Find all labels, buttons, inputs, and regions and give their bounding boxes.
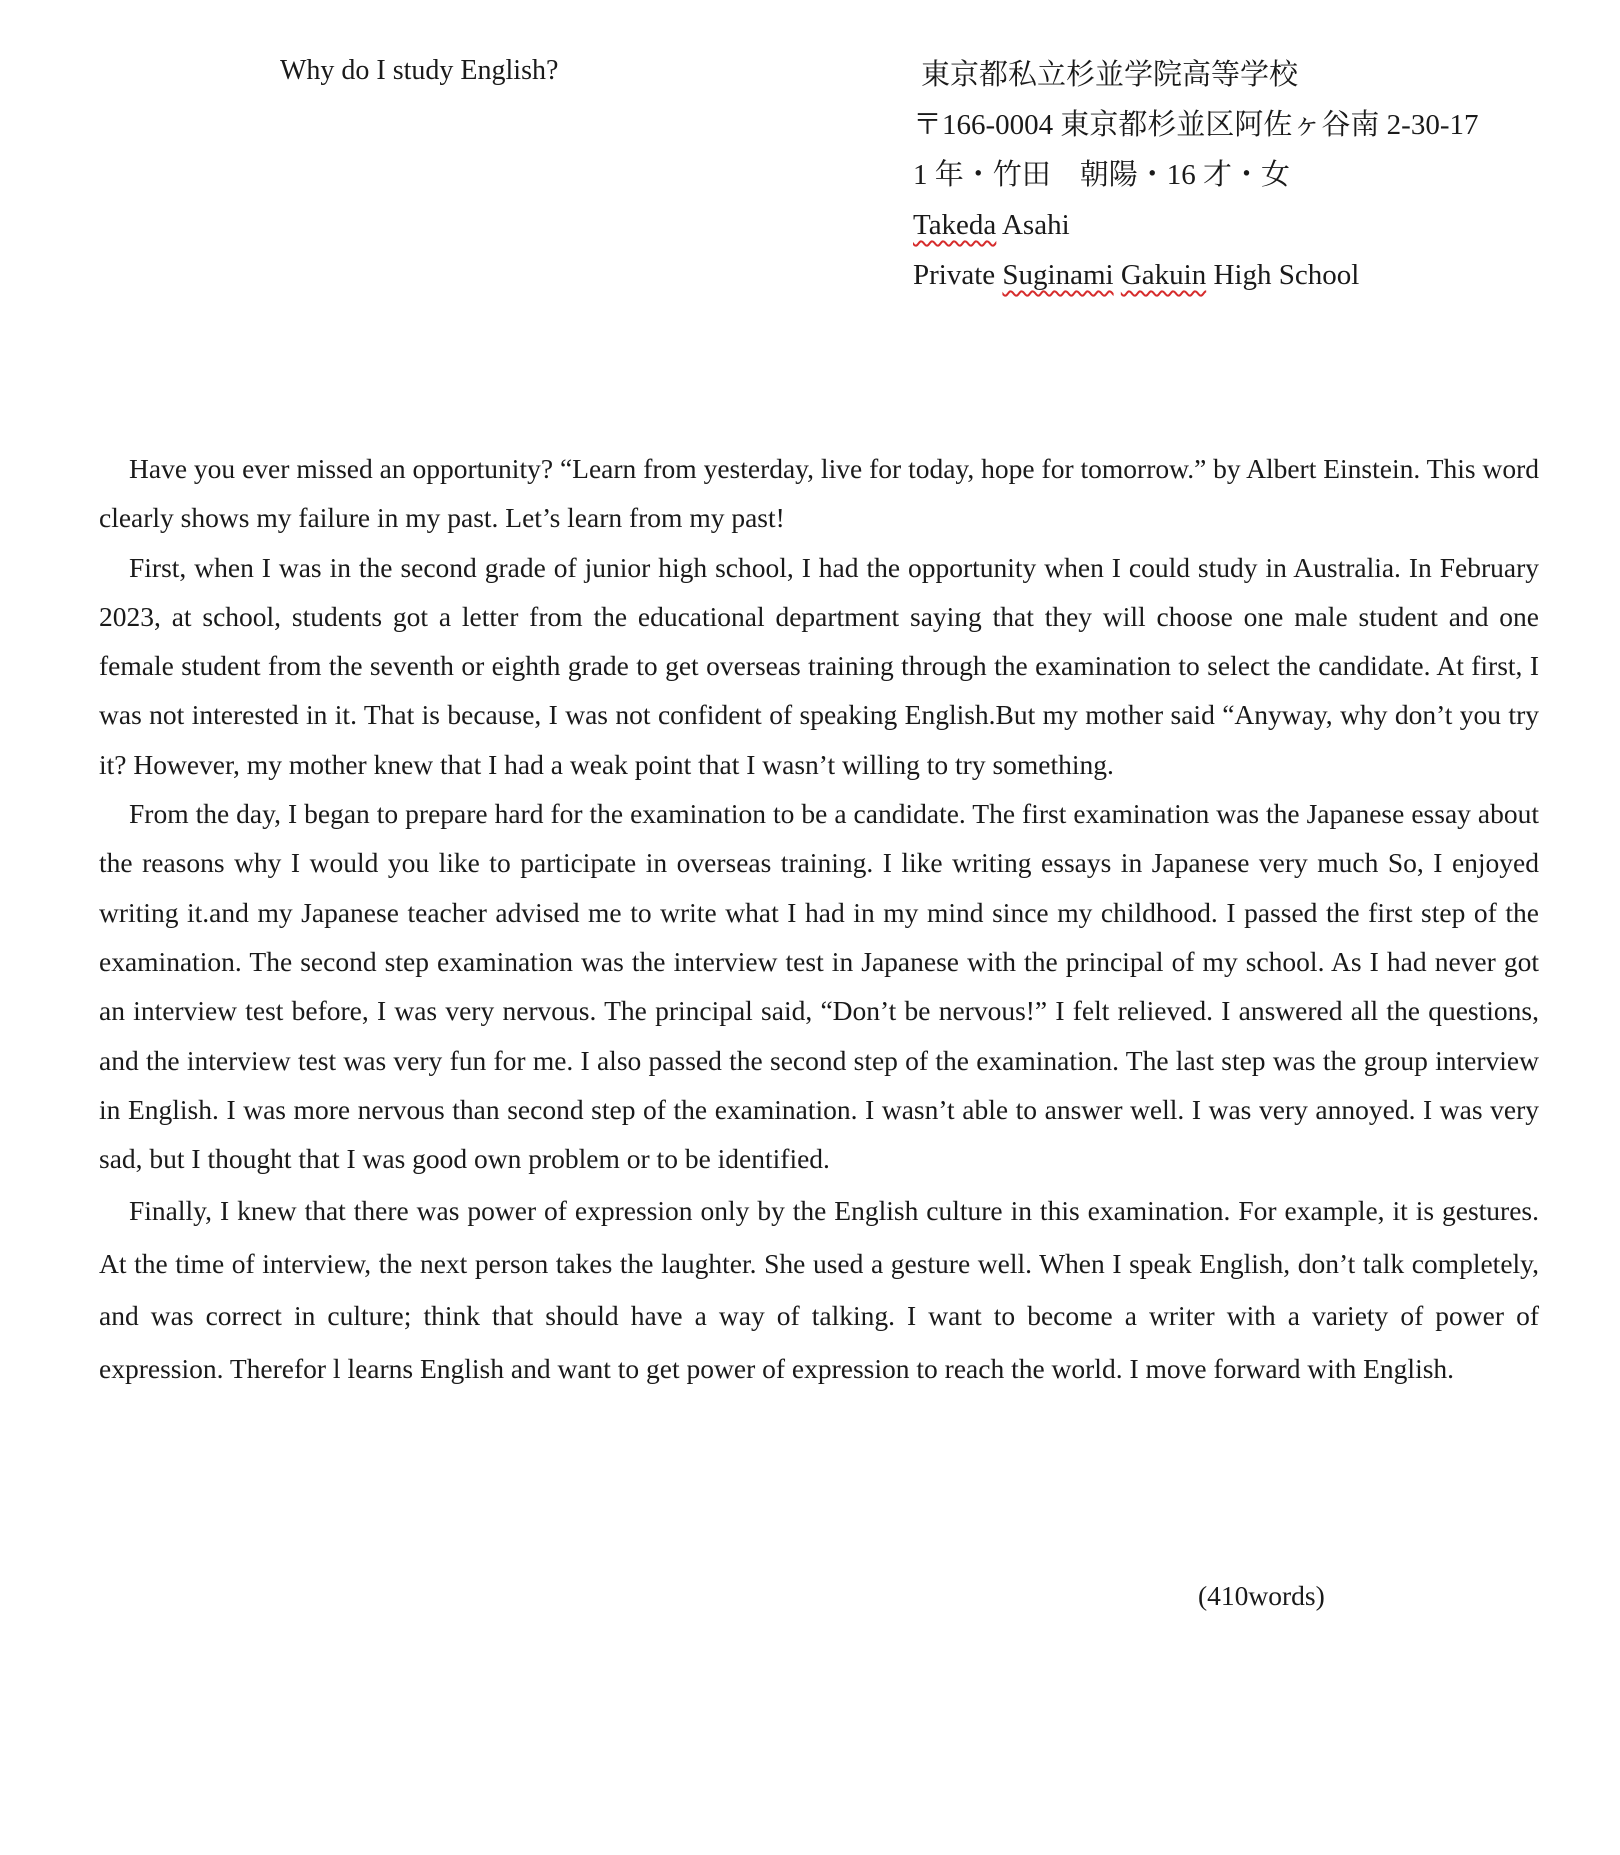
- essay-paragraph-1: Have you ever missed an opportunity? “Learn from yesterday, live for today, hope for tomorrow.” by Albert Einstein. This word clearly shows my failure in my past. Let’s learn from my past!: [99, 453, 1539, 534]
- student-profile-japanese: 1 年・竹田 朝陽・16 才・女: [913, 159, 1291, 191]
- author-block: [913, 50, 1478, 300]
- word-count: (410words): [1198, 1580, 1325, 1611]
- essay-body: [99, 444, 1539, 1395]
- school-name-space: [1114, 259, 1121, 291]
- spellcheck-flagged-word[interactable]: Takeda: [913, 209, 997, 241]
- essay-title: Why do I study English?: [280, 55, 559, 86]
- essay-paragraph-4: Finally, I knew that there was power of expression only by the English culture in this examination. For example, it is gestures. At the time of interview, the next person takes the laughter. She used a gesture well. When I speak English, don’t talk completely, and was correct in culture; think that should have a way of talking. I want to become a writer with a variety of power of expression. Therefor l learns English and want to get power of expression to reach the world. I move forward with English.: [99, 1195, 1539, 1384]
- spellcheck-flagged-word[interactable]: Suginami: [1002, 259, 1114, 291]
- school-name-japanese: 東京都私立杉並学院高等学校: [921, 59, 1299, 91]
- spellcheck-flagged-word[interactable]: Gakuin: [1120, 259, 1207, 291]
- student-name-english: [913, 200, 1478, 250]
- essay-paragraph-2: First, when I was in the second grade of junior high school, I had the opportunity when I could study in Australia. In February 2023, at school, students got a letter from the educational department saying that they will choose one male student and one female student from the seventh or eighth grade to get overseas training through the examination to select the candidate. At first, I was not interested in it. That is because, I was not confident of speaking English.But my mother said “Anyway, why don’t you try it? However, my mother knew that I had a weak point that I wasn’t willing to try something.: [99, 551, 1539, 780]
- student-name-rest: Asahi: [996, 209, 1070, 241]
- school-name-suffix: High School: [1206, 259, 1360, 291]
- school-name-prefix: Private: [913, 259, 1003, 291]
- essay-paragraph-3: From the day, I began to prepare hard for the examination to be a candidate. The first examination was the Japanese essay about the reasons why I would you like to participate in overseas training. I like writing essays in Japanese very much So, I enjoyed writing it.and my Japanese teacher advised me to write what I had in my mind since my childhood. I passed the first step of the examination. The second step examination was the interview test in Japanese with the principal of my school. As I had never got an interview test before, I was very nervous. The principal said, “Don’t be nervous!” I felt relieved. I answered all the questions, and the interview test was very fun for me. I also passed the second step of the examination. The last step was the group interview in English. I was more nervous than second step of the examination. I wasn’t able to answer well. I was very annoyed. I was very sad, but I thought that I was good own problem or to be identified.: [99, 798, 1539, 1175]
- school-address-japanese: 〒166-0004 東京都杉並区阿佐ヶ谷南 2-30-17: [913, 109, 1479, 141]
- school-name-english: [913, 250, 1478, 300]
